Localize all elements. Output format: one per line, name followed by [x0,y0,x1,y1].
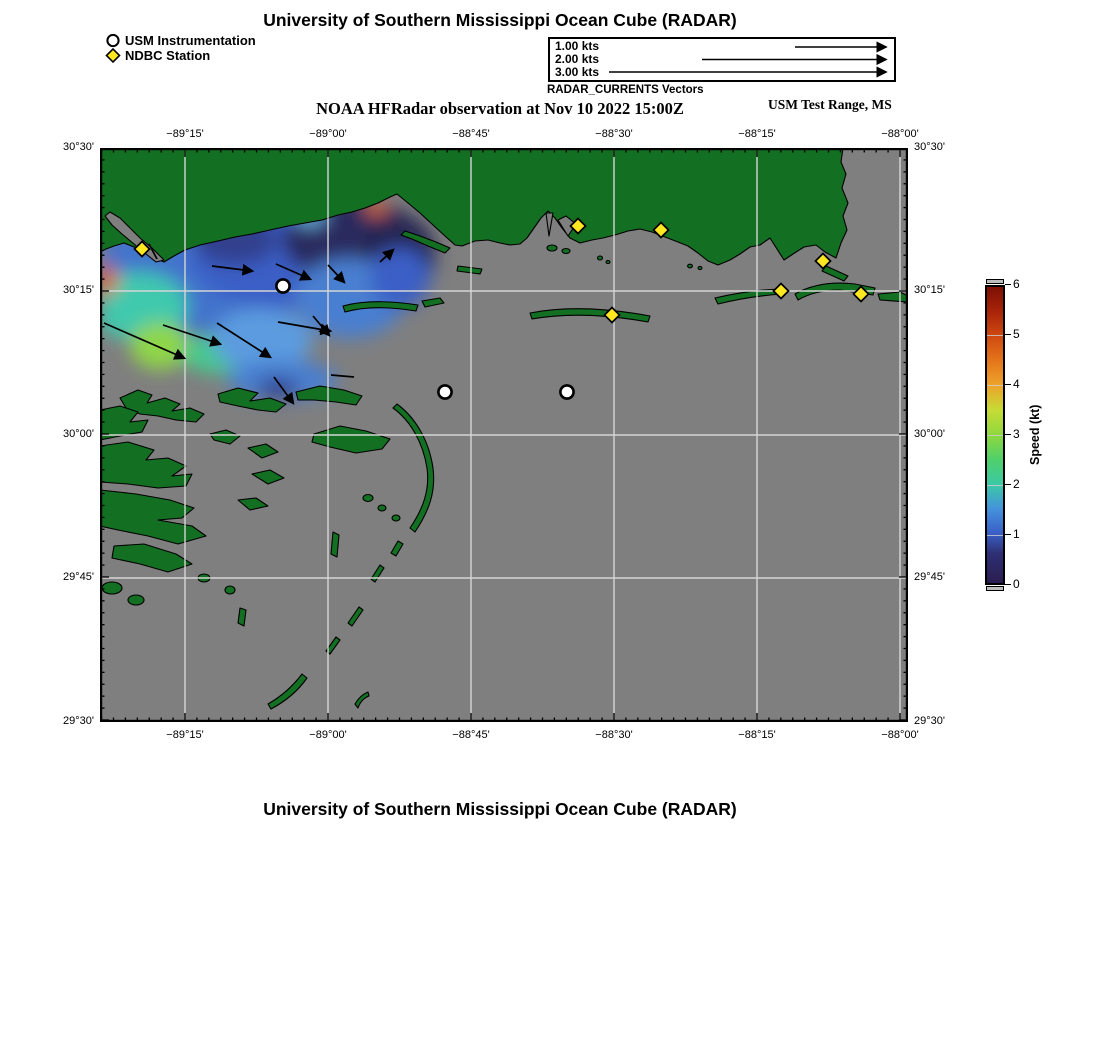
page-title: University of Southern Mississippi Ocean Cube (RADAR) [263,10,737,30]
colorbar-tick-label: 0 [1013,577,1020,591]
lon-tick-label: −88°00' [881,729,919,741]
colorbar-tickmark [1005,584,1011,585]
colorbar-gridline [987,335,1003,336]
colorbar-top-cap [986,279,1004,284]
observation-subtitle: NOAA HFRadar observation at Nov 10 2022 15:00Z [316,99,684,118]
usm-instrument-marker [438,385,451,398]
circle-icon [105,33,122,48]
lon-tick-label: −88°45' [452,128,490,140]
colorbar-label: Speed (kt) [1028,404,1042,466]
lat-tick-label: 30°15' [914,284,945,296]
vector-scale-entry-label: 1.00 kts [555,39,600,53]
colorbar-gridline [987,535,1003,536]
vector-scale-entry-label: 3.00 kts [555,65,600,79]
test-range-label: USM Test Range, MS [768,97,892,112]
lon-tick-label: −88°45' [452,729,490,741]
colorbar-tickmark [1005,534,1011,535]
marker-legend [105,33,256,63]
map-svg [100,148,908,722]
lon-tick-label: −89°00' [309,128,347,140]
lat-tick-label: 29°30' [63,715,94,727]
colorbar-tickmark [1005,434,1011,435]
colorbar-tick-label: 6 [1013,277,1020,291]
colorbar-tickmark [1005,284,1011,285]
colorbar-tick-label: 2 [1013,477,1020,491]
lon-tick-label: −88°30' [595,128,633,140]
colorbar-tickmark [1005,484,1011,485]
lon-tick-label: −88°30' [595,729,633,741]
legend-item-usm [105,33,256,48]
colorbar-tickmark [1005,384,1011,385]
vector-scale-arrows [550,39,894,80]
legend-item-ndbc [105,48,256,63]
lat-tick-label: 29°45' [63,571,94,583]
usm-instrument-marker [276,279,289,292]
lon-tick-label: −88°15' [738,128,776,140]
legend-label-usm: USM Instrumentation [125,33,256,48]
lon-tick-label: −89°00' [309,729,347,741]
lat-tick-label: 30°30' [914,141,945,153]
vector-scale-entry-label: 2.00 kts [555,52,600,66]
lat-tick-label: 29°45' [914,571,945,583]
colorbar-tick-label: 1 [1013,527,1020,541]
colorbar-bottom-cap [986,586,1004,591]
lon-tick-label: −89°15' [166,729,204,741]
lon-tick-label: −88°00' [881,128,919,140]
colorbar-gridline [987,385,1003,386]
legend-label-ndbc: NDBC Station [125,48,211,63]
colorbar-tick-label: 5 [1013,327,1020,341]
vector-scale-labels [555,40,599,79]
map-area [100,148,908,722]
diamond-icon [105,48,122,63]
lat-tick-label: 29°30' [914,715,945,727]
colorbar-gridline [987,435,1003,436]
vector-scale-box [548,37,896,82]
colorbar-tick-label: 3 [1013,427,1020,441]
lon-tick-label: −88°15' [738,729,776,741]
lat-tick-label: 30°00' [914,428,945,440]
footer-title: University of Southern Mississippi Ocean Cube (RADAR) [263,799,737,819]
vector-scale-caption: RADAR_CURRENTS Vectors [547,84,704,96]
lat-tick-label: 30°15' [63,284,94,296]
colorbar-gridline [987,485,1003,486]
colorbar-tick-label: 4 [1013,377,1020,391]
lat-tick-label: 30°30' [63,141,94,153]
lat-tick-label: 30°00' [63,428,94,440]
colorbar-tickmark [1005,334,1011,335]
usm-instrument-marker [560,385,573,398]
lon-tick-label: −89°15' [166,128,204,140]
